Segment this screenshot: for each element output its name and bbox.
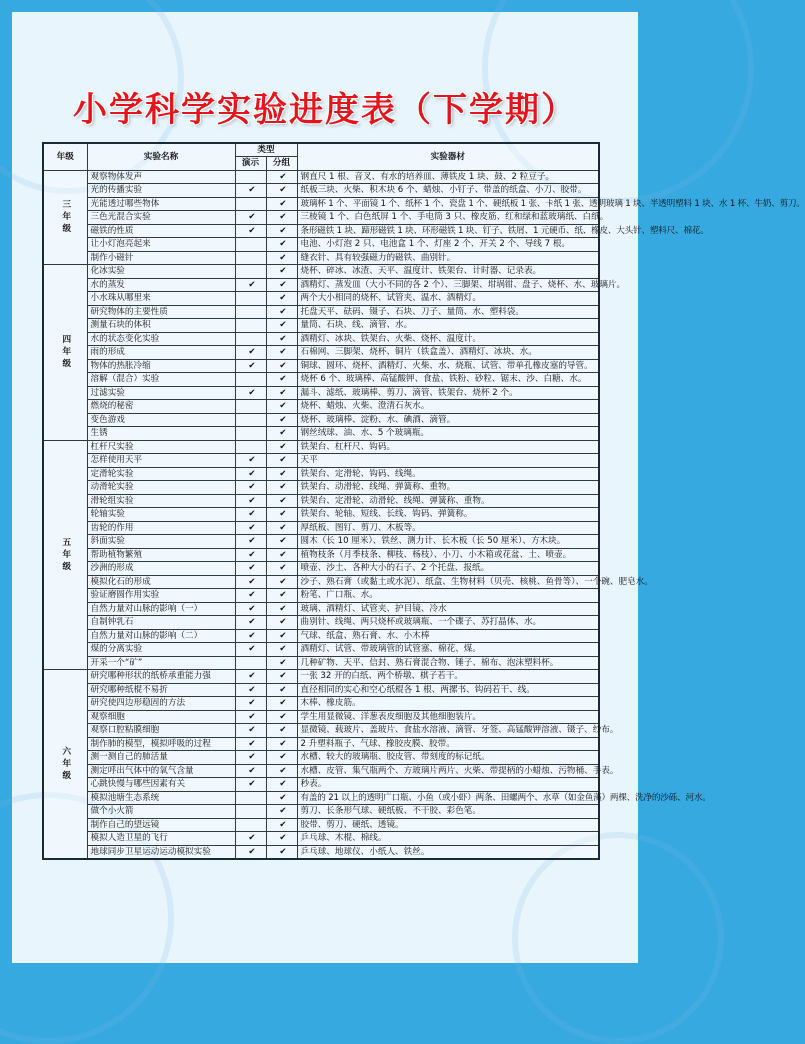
demo-check-mark-icon: ✔ bbox=[235, 832, 266, 846]
equipment-list: 铁架台、动滑轮、线绳、弹簧称、重物。 bbox=[297, 481, 599, 495]
experiment-name: 齿轮的作用 bbox=[87, 521, 235, 535]
equipment-list: 乒乓球、木棍、棉线。 bbox=[297, 832, 599, 846]
group-check-mark-icon: ✔ bbox=[266, 413, 297, 427]
group-check-mark-icon: ✔ bbox=[266, 494, 297, 508]
experiment-name: 怎样使用天平 bbox=[87, 454, 235, 468]
demo-check-mark-icon bbox=[235, 427, 266, 441]
experiment-name: 自然力量对山脉的影响（一） bbox=[87, 602, 235, 616]
equipment-list: 钢丝绒球、油、水、5 个玻璃瓶。 bbox=[297, 427, 599, 441]
demo-check-mark-icon: ✔ bbox=[235, 643, 266, 657]
group-check-mark-icon: ✔ bbox=[266, 238, 297, 252]
demo-check-mark-icon: ✔ bbox=[235, 616, 266, 630]
equipment-list: 有盖的 21 以上的透明广口瓶、小鱼（或小虾）两条、田螺两个、水草（如金鱼藻）两棵、洗净的沙砾、河水。 bbox=[297, 791, 599, 805]
equipment-list: 酒精灯、蒸发皿（大小不同的各 2 个）、三脚架、坩埚钳、盘子、烧杯、水、玻璃片。 bbox=[297, 278, 599, 292]
group-check-mark-icon: ✔ bbox=[266, 224, 297, 238]
experiment-name: 自制钟乳石 bbox=[87, 616, 235, 630]
experiment-name: 动滑轮实验 bbox=[87, 481, 235, 495]
group-check-mark-icon: ✔ bbox=[266, 400, 297, 414]
group-check-mark-icon: ✔ bbox=[266, 467, 297, 481]
demo-check-mark-icon: ✔ bbox=[235, 278, 266, 292]
demo-check-mark-icon bbox=[235, 305, 266, 319]
equipment-list: 钢直尺 1 根、音叉、有水的培养皿、薄铁皮 1 块、鼓、2 粒豆子。 bbox=[297, 170, 599, 184]
table-row bbox=[43, 238, 599, 252]
table-row bbox=[43, 251, 599, 265]
table-row bbox=[43, 710, 599, 724]
group-check-mark-icon: ✔ bbox=[266, 265, 297, 279]
table-row bbox=[43, 440, 599, 454]
experiment-progress-table bbox=[42, 142, 805, 860]
experiment-name: 让小灯泡亮起来 bbox=[87, 238, 235, 252]
background-swirl-decoration bbox=[512, 832, 724, 1044]
experiment-name: 制作自己的望远镜 bbox=[87, 818, 235, 832]
demo-check-mark-icon bbox=[235, 292, 266, 306]
experiment-name: 小水珠从哪里来 bbox=[87, 292, 235, 306]
equipment-list: 烧杯、玻璃棒、淀粉、水、碘酒、滴管。 bbox=[297, 413, 599, 427]
table-row bbox=[43, 508, 599, 522]
demo-check-mark-icon: ✔ bbox=[235, 535, 266, 549]
demo-check-mark-icon: ✔ bbox=[235, 359, 266, 373]
experiment-name: 物体的热胀冷缩 bbox=[87, 359, 235, 373]
table-row bbox=[43, 373, 599, 387]
group-check-mark-icon: ✔ bbox=[266, 656, 297, 670]
table-row bbox=[43, 832, 599, 846]
experiment-name: 斜面实验 bbox=[87, 535, 235, 549]
demo-check-mark-icon: ✔ bbox=[235, 508, 266, 522]
demo-check-mark-icon: ✔ bbox=[235, 764, 266, 778]
group-check-mark-icon: ✔ bbox=[266, 386, 297, 400]
equipment-list: 几种矿物、天平、信封、熟石膏混合物、锤子、棉布、泡沫塑料杯。 bbox=[297, 656, 599, 670]
experiment-name: 燃烧的秘密 bbox=[87, 400, 235, 414]
experiment-name: 地球同步卫星运动运动模拟实验 bbox=[87, 845, 235, 859]
header-grade: 年级 bbox=[43, 143, 87, 170]
experiment-name: 帮助植物繁殖 bbox=[87, 548, 235, 562]
group-check-mark-icon: ✔ bbox=[266, 832, 297, 846]
equipment-list: 烧杯、碎冰、冰渣、天平、温度计、铁架台、计时器、记录表。 bbox=[297, 265, 599, 279]
table-row bbox=[43, 778, 599, 792]
equipment-list: 圆木（长 10 厘米）、铁丝、测力计、长木板（长 50 厘米）、方木块。 bbox=[297, 535, 599, 549]
table-row bbox=[43, 481, 599, 495]
experiment-name: 研究物体的主要性质 bbox=[87, 305, 235, 319]
equipment-list: 木棒、橡皮筋。 bbox=[297, 697, 599, 711]
page-title: 小学科学实验进度表（下学期） bbox=[73, 90, 577, 130]
demo-check-mark-icon bbox=[235, 373, 266, 387]
experiment-name: 心跳快慢与哪些因素有关 bbox=[87, 778, 235, 792]
equipment-list: 气球、纸盒、熟石膏、水、小木棒 bbox=[297, 629, 599, 643]
experiment-name: 磁铁的性质 bbox=[87, 224, 235, 238]
equipment-list: 显微镜、载玻片、盖玻片、食盐水溶液、滴管、牙签、高锰酸钾溶液、镊子、纱布。 bbox=[297, 724, 599, 738]
table-row bbox=[43, 751, 599, 765]
table-row bbox=[43, 454, 599, 468]
experiment-name: 雨的形成 bbox=[87, 346, 235, 360]
experiment-name: 测量石块的体积 bbox=[87, 319, 235, 333]
experiment-name: 杠杆尺实验 bbox=[87, 440, 235, 454]
equipment-list: 铁架台、杠杆尺、钩码。 bbox=[297, 440, 599, 454]
header-group: 分组 bbox=[266, 157, 297, 171]
group-check-mark-icon: ✔ bbox=[266, 481, 297, 495]
table-row bbox=[43, 521, 599, 535]
table-row bbox=[43, 562, 599, 576]
demo-check-mark-icon bbox=[235, 170, 266, 184]
equipment-list: 缝衣针、具有较强磁力的磁铁、曲别针。 bbox=[297, 251, 599, 265]
equipment-list: 条形磁铁 1 块、蹄形磁铁 1 块、环形磁铁 1 块、钉子、铁屑、1 元硬币、纸、橡皮、大头针、塑料尺、棉花。 bbox=[297, 224, 599, 238]
table-row bbox=[43, 697, 599, 711]
experiment-name: 模拟化石的形成 bbox=[87, 575, 235, 589]
group-check-mark-icon: ✔ bbox=[266, 818, 297, 832]
experiment-name: 光的传播实验 bbox=[87, 184, 235, 198]
group-check-mark-icon: ✔ bbox=[266, 278, 297, 292]
experiment-name: 观察细胞 bbox=[87, 710, 235, 724]
equipment-list: 喷壶、沙土、各种大小的石子、2 个托盘、报纸。 bbox=[297, 562, 599, 576]
equipment-list: 石棉网、三脚架、烧杯、铜片（铁盒盖）、酒精灯、冰块、水。 bbox=[297, 346, 599, 360]
equipment-list: 两个大小相同的烧杯、试管夹、温水、酒精灯。 bbox=[297, 292, 599, 306]
group-check-mark-icon: ✔ bbox=[266, 764, 297, 778]
demo-check-mark-icon: ✔ bbox=[235, 683, 266, 697]
table-row bbox=[43, 643, 599, 657]
group-check-mark-icon: ✔ bbox=[266, 575, 297, 589]
equipment-list: 天平 bbox=[297, 454, 599, 468]
demo-check-mark-icon: ✔ bbox=[235, 724, 266, 738]
group-check-mark-icon: ✔ bbox=[266, 197, 297, 211]
experiment-name: 模拟人造卫星的飞行 bbox=[87, 832, 235, 846]
equipment-list: 胶带、剪刀、硬纸、透镜。 bbox=[297, 818, 599, 832]
table-row bbox=[43, 292, 599, 306]
experiment-name: 定滑轮实验 bbox=[87, 467, 235, 481]
experiment-name: 煤的分离实验 bbox=[87, 643, 235, 657]
demo-check-mark-icon: ✔ bbox=[235, 494, 266, 508]
group-check-mark-icon: ✔ bbox=[266, 346, 297, 360]
group-check-mark-icon: ✔ bbox=[266, 724, 297, 738]
grade-label: 三 年 级 bbox=[43, 170, 87, 265]
equipment-list: 剪刀、长条形气球、硬纸板、不干胶、彩色笔。 bbox=[297, 805, 599, 819]
experiment-name: 三色光混合实验 bbox=[87, 211, 235, 225]
experiment-name: 光能透过哪些物体 bbox=[87, 197, 235, 211]
group-check-mark-icon: ✔ bbox=[266, 791, 297, 805]
equipment-list: 电池、小灯泡 2 只、电池盒 1 个、灯座 2 个、开关 2 个、导线 7 根。 bbox=[297, 238, 599, 252]
table-row bbox=[43, 346, 599, 360]
table-row bbox=[43, 602, 599, 616]
demo-check-mark-icon: ✔ bbox=[235, 211, 266, 225]
table-row bbox=[43, 184, 599, 198]
experiment-name: 生锈 bbox=[87, 427, 235, 441]
table-row bbox=[43, 265, 599, 279]
group-check-mark-icon: ✔ bbox=[266, 170, 297, 184]
experiment-name: 制作小磁针 bbox=[87, 251, 235, 265]
demo-check-mark-icon bbox=[235, 656, 266, 670]
equipment-list: 烧杯、蜡烛、火柴、澄清石灰水。 bbox=[297, 400, 599, 414]
group-check-mark-icon: ✔ bbox=[266, 670, 297, 684]
demo-check-mark-icon bbox=[235, 413, 266, 427]
table-row bbox=[43, 535, 599, 549]
table-row bbox=[43, 656, 599, 670]
demo-check-mark-icon: ✔ bbox=[235, 697, 266, 711]
group-check-mark-icon: ✔ bbox=[266, 751, 297, 765]
table-row bbox=[43, 427, 599, 441]
experiment-name: 做个小火箭 bbox=[87, 805, 235, 819]
table-row bbox=[43, 764, 599, 778]
grade-label: 六 年 级 bbox=[43, 670, 87, 860]
experiment-name: 滑轮组实验 bbox=[87, 494, 235, 508]
demo-check-mark-icon bbox=[235, 400, 266, 414]
experiment-name: 观察物体发声 bbox=[87, 170, 235, 184]
header-experiment-name: 实验名称 bbox=[87, 143, 235, 170]
demo-check-mark-icon: ✔ bbox=[235, 737, 266, 751]
equipment-list: 量筒、石块、线、滴管、水。 bbox=[297, 319, 599, 333]
group-check-mark-icon: ✔ bbox=[266, 508, 297, 522]
group-check-mark-icon: ✔ bbox=[266, 359, 297, 373]
demo-check-mark-icon bbox=[235, 197, 266, 211]
equipment-list: 厚纸板、图钉、剪刀、木板等。 bbox=[297, 521, 599, 535]
equipment-list: 乒乓球、地球仪、小纸人、铁丝。 bbox=[297, 845, 599, 859]
equipment-list: 铁架台、定滑轮、钩码、线绳。 bbox=[297, 467, 599, 481]
group-check-mark-icon: ✔ bbox=[266, 629, 297, 643]
experiment-name: 水的蒸发 bbox=[87, 278, 235, 292]
group-check-mark-icon: ✔ bbox=[266, 292, 297, 306]
equipment-list: 粉笔、广口瓶、水。 bbox=[297, 589, 599, 603]
group-check-mark-icon: ✔ bbox=[266, 589, 297, 603]
table-row bbox=[43, 467, 599, 481]
group-check-mark-icon: ✔ bbox=[266, 737, 297, 751]
experiment-name: 水的状态变化实验 bbox=[87, 332, 235, 346]
group-check-mark-icon: ✔ bbox=[266, 616, 297, 630]
demo-check-mark-icon: ✔ bbox=[235, 521, 266, 535]
experiment-name: 研究哪种形状的纸桥承重能力强 bbox=[87, 670, 235, 684]
table-row bbox=[43, 805, 599, 819]
demo-check-mark-icon bbox=[235, 791, 266, 805]
experiment-name: 制作肺的模型，模拟呼吸的过程 bbox=[87, 737, 235, 751]
demo-check-mark-icon bbox=[235, 238, 266, 252]
group-check-mark-icon: ✔ bbox=[266, 251, 297, 265]
table-row bbox=[43, 400, 599, 414]
demo-check-mark-icon: ✔ bbox=[235, 481, 266, 495]
table-row bbox=[43, 359, 599, 373]
equipment-list: 水槽、皮管、集气瓶两个、方玻璃片两片、火柴、带提柄的小蜡烛、污物桶、手表。 bbox=[297, 764, 599, 778]
table-row bbox=[43, 683, 599, 697]
equipment-list: 酒精灯、试管、带玻璃管的试管塞、棉花、煤。 bbox=[297, 643, 599, 657]
group-check-mark-icon: ✔ bbox=[266, 845, 297, 859]
group-check-mark-icon: ✔ bbox=[266, 643, 297, 657]
demo-check-mark-icon bbox=[235, 251, 266, 265]
equipment-list: 沙子、熟石膏（或黏土或水泥）、纸盒、生物材料（贝壳、核桃、鱼骨等）、一个碗、肥皂水。 bbox=[297, 575, 599, 589]
equipment-list: 漏斗、滤纸、玻璃棒、剪刀、滴管、铁架台、烧杯 2 个。 bbox=[297, 386, 599, 400]
equipment-list: 托盘天平、砝码、镊子、石块、刀子、量筒、水、塑料袋。 bbox=[297, 305, 599, 319]
table-row bbox=[43, 494, 599, 508]
group-check-mark-icon: ✔ bbox=[266, 562, 297, 576]
demo-check-mark-icon: ✔ bbox=[235, 548, 266, 562]
experiment-name: 化冰实验 bbox=[87, 265, 235, 279]
equipment-list: 学生用显微镜、洋葱表皮细胞及其他细胞装片。 bbox=[297, 710, 599, 724]
grade-label: 四 年 级 bbox=[43, 265, 87, 441]
demo-check-mark-icon: ✔ bbox=[235, 751, 266, 765]
group-check-mark-icon: ✔ bbox=[266, 710, 297, 724]
demo-check-mark-icon bbox=[235, 319, 266, 333]
demo-check-mark-icon: ✔ bbox=[235, 629, 266, 643]
experiment-name: 观察口腔粘膜细胞 bbox=[87, 724, 235, 738]
table-row bbox=[43, 737, 599, 751]
demo-check-mark-icon: ✔ bbox=[235, 670, 266, 684]
table-row bbox=[43, 575, 599, 589]
demo-check-mark-icon bbox=[235, 818, 266, 832]
group-check-mark-icon: ✔ bbox=[266, 211, 297, 225]
table-row bbox=[43, 211, 599, 225]
table-row bbox=[43, 818, 599, 832]
table-row bbox=[43, 319, 599, 333]
equipment-list: 2 升塑料瓶子、气球、橡胶皮膜、胶带。 bbox=[297, 737, 599, 751]
experiment-name: 自然力量对山脉的影响（二） bbox=[87, 629, 235, 643]
demo-check-mark-icon bbox=[235, 265, 266, 279]
experiment-name: 过滤实验 bbox=[87, 386, 235, 400]
equipment-list: 铁架台、定滑轮、动滑轮、线绳、弹簧称、重物。 bbox=[297, 494, 599, 508]
table-row bbox=[43, 548, 599, 562]
demo-check-mark-icon: ✔ bbox=[235, 184, 266, 198]
group-check-mark-icon: ✔ bbox=[266, 548, 297, 562]
table-row bbox=[43, 305, 599, 319]
equipment-list: 烧杯 6 个、玻璃棒、高锰酸钾、食盐、铁粉、砂粒、锯末、沙、白糖、水。 bbox=[297, 373, 599, 387]
group-check-mark-icon: ✔ bbox=[266, 454, 297, 468]
table-row bbox=[43, 845, 599, 859]
group-check-mark-icon: ✔ bbox=[266, 602, 297, 616]
header-equipment: 实验器材 bbox=[297, 143, 599, 170]
equipment-list: 植物枝条（月季枝条、柳枝、杨枝）、小刀、小木箱或花盆、土、喷壶。 bbox=[297, 548, 599, 562]
table-row bbox=[43, 724, 599, 738]
group-check-mark-icon: ✔ bbox=[266, 440, 297, 454]
equipment-list: 曲别针、线绳、两只烧杯或玻璃瓶、一个碟子、苏打晶体、水。 bbox=[297, 616, 599, 630]
table-row bbox=[43, 170, 599, 184]
table-row bbox=[43, 670, 599, 684]
demo-check-mark-icon: ✔ bbox=[235, 467, 266, 481]
group-check-mark-icon: ✔ bbox=[266, 521, 297, 535]
equipment-list: 纸板三块、火柴、积木块 6 个、蜡烛、小钉子、带盖的纸盒、小刀、胶带。 bbox=[297, 184, 599, 198]
table-row bbox=[43, 791, 599, 805]
group-check-mark-icon: ✔ bbox=[266, 184, 297, 198]
experiment-name: 开采一个“矿” bbox=[87, 656, 235, 670]
group-check-mark-icon: ✔ bbox=[266, 373, 297, 387]
table-row bbox=[43, 386, 599, 400]
demo-check-mark-icon: ✔ bbox=[235, 778, 266, 792]
group-check-mark-icon: ✔ bbox=[266, 805, 297, 819]
experiment-name: 轮轴实验 bbox=[87, 508, 235, 522]
equipment-list: 直径相同的实心和空心纸棍各 1 根、两摞书、钩码若干、线。 bbox=[297, 683, 599, 697]
demo-check-mark-icon: ✔ bbox=[235, 602, 266, 616]
demo-check-mark-icon bbox=[235, 805, 266, 819]
experiment-name: 测一测自己的肺活量 bbox=[87, 751, 235, 765]
equipment-list: 三棱镜 1 个、白色纸屏 1 个、手电筒 3 只、橡皮筋、红和绿和蓝玻璃纸、白纸。 bbox=[297, 211, 599, 225]
group-check-mark-icon: ✔ bbox=[266, 332, 297, 346]
header-demo: 演示 bbox=[235, 157, 266, 171]
demo-check-mark-icon: ✔ bbox=[235, 589, 266, 603]
table-row bbox=[43, 332, 599, 346]
table-row bbox=[43, 589, 599, 603]
experiment-name: 模拟池塘生态系统 bbox=[87, 791, 235, 805]
demo-check-mark-icon: ✔ bbox=[235, 575, 266, 589]
group-check-mark-icon: ✔ bbox=[266, 535, 297, 549]
experiment-name: 变色游戏 bbox=[87, 413, 235, 427]
equipment-list: 酒精灯、冰块、铁架台、火柴、烧杯、温度计。 bbox=[297, 332, 599, 346]
demo-check-mark-icon: ✔ bbox=[235, 346, 266, 360]
experiment-name: 研究哪种纸棍不易折 bbox=[87, 683, 235, 697]
equipment-list: 玻璃杯 1 个、平面镜 1 个、纸杯 1 个、瓷盘 1 个、硬纸板 1 张、卡纸 1 张、透明玻璃 1 块、半透明塑料 1 块、水 1 杯、牛奶、剪刀。 bbox=[297, 197, 599, 211]
demo-check-mark-icon: ✔ bbox=[235, 845, 266, 859]
group-check-mark-icon: ✔ bbox=[266, 427, 297, 441]
experiment-name: 沙洲的形成 bbox=[87, 562, 235, 576]
equipment-list: 铜球、圆环、烧杯、酒精灯、火柴、水、烧瓶、试管、带单孔橡皮塞的导管。 bbox=[297, 359, 599, 373]
demo-check-mark-icon: ✔ bbox=[235, 386, 266, 400]
table-row bbox=[43, 197, 599, 211]
group-check-mark-icon: ✔ bbox=[266, 697, 297, 711]
demo-check-mark-icon: ✔ bbox=[235, 454, 266, 468]
demo-check-mark-icon: ✔ bbox=[235, 562, 266, 576]
group-check-mark-icon: ✔ bbox=[266, 683, 297, 697]
table-body bbox=[43, 170, 805, 859]
equipment-list: 水槽、较大的玻璃瓶、胶皮管、带刻度的标记纸。 bbox=[297, 751, 599, 765]
demo-check-mark-icon: ✔ bbox=[235, 224, 266, 238]
equipment-list: 一张 32 开的白纸、两个桥墩、棋子若干。 bbox=[297, 670, 599, 684]
experiment-name: 测定呼出气体中的氧气含量 bbox=[87, 764, 235, 778]
table-row bbox=[43, 224, 599, 238]
group-check-mark-icon: ✔ bbox=[266, 778, 297, 792]
table-row bbox=[43, 616, 599, 630]
experiment-name: 验证磨圆作用实验 bbox=[87, 589, 235, 603]
equipment-list: 秒表。 bbox=[297, 778, 599, 792]
group-check-mark-icon: ✔ bbox=[266, 319, 297, 333]
table-row bbox=[43, 629, 599, 643]
experiment-name: 研究使四边形稳固的方法 bbox=[87, 697, 235, 711]
demo-check-mark-icon: ✔ bbox=[235, 710, 266, 724]
table-row bbox=[43, 278, 599, 292]
demo-check-mark-icon bbox=[235, 440, 266, 454]
table-row bbox=[43, 413, 599, 427]
demo-check-mark-icon bbox=[235, 332, 266, 346]
group-check-mark-icon: ✔ bbox=[266, 305, 297, 319]
header-type: 类型 bbox=[235, 143, 297, 157]
grade-label: 五 年 级 bbox=[43, 440, 87, 670]
experiment-name: 溶解（混合）实验 bbox=[87, 373, 235, 387]
equipment-list: 铁架台、轮轴、短线、长线、钩码、弹簧称。 bbox=[297, 508, 599, 522]
equipment-list: 玻璃、酒精灯、试管夹、护目镜、冷水 bbox=[297, 602, 599, 616]
